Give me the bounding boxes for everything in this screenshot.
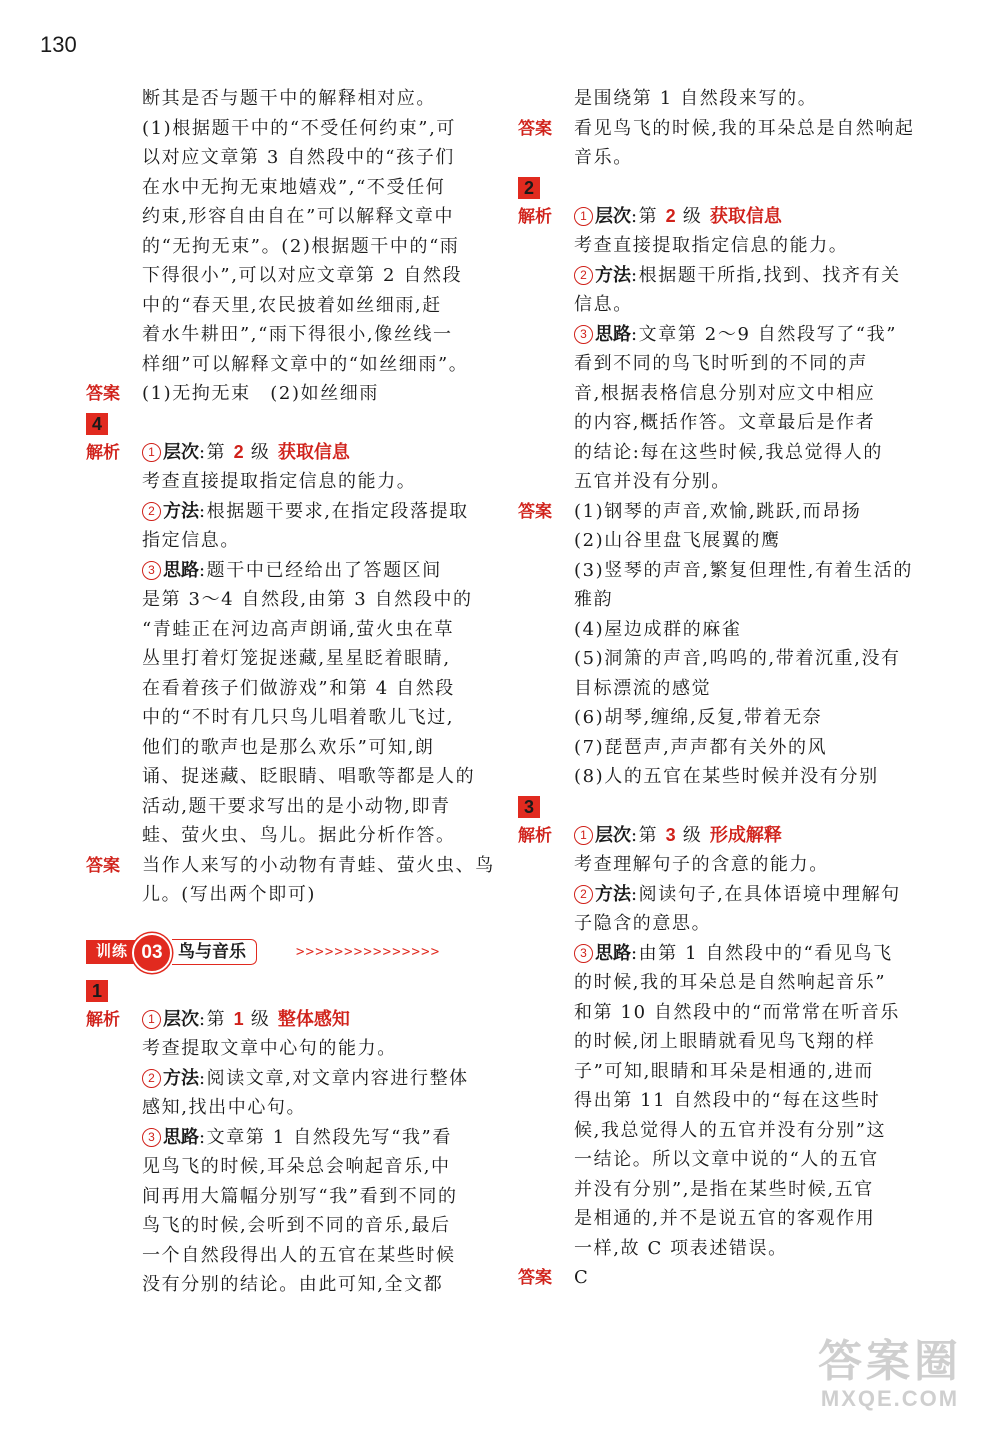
text-line: 中的“不时有几只鸟儿唱着歌儿飞过,: [142, 707, 455, 728]
text-line: 考查直接提取指定信息的能力。: [142, 471, 417, 492]
answer-text: 儿。(写出两个即可): [142, 884, 317, 905]
answer-label: 答案: [86, 855, 120, 875]
text-line: 下得很小”,可以对应文章第 2 自然段: [142, 265, 463, 286]
text-line: 一结论。所以文章中说的“人的五官: [574, 1149, 879, 1170]
level-line: 1 层次:第 3 级 形成解释: [574, 821, 928, 851]
text-line: 诵、捉迷藏、眨眼睛、唱歌等都是人的: [142, 766, 476, 787]
text-line: 活动,题干要求写出的是小动物,即青: [142, 795, 451, 817]
level-line: 1 层次:第 1 级 整体感知: [142, 1005, 490, 1035]
q4-answer: [86, 851, 495, 910]
text-line: 约束,形容自由自在”可以解释文章中: [142, 206, 455, 227]
answer-text: 看见鸟飞的时候,我的耳朵总是自然响起: [574, 117, 915, 139]
answer-text: (8)人的五官在某些时候并没有分别: [574, 766, 879, 787]
text-line: 在看着孩子们做游戏”和第 4 自然段: [142, 677, 455, 699]
method-line: 2 方法:根据题干所指,找到、找齐有关: [574, 261, 928, 291]
circled-number-icon: 3: [142, 1128, 161, 1147]
text-line: 的结论:每在这些时候,我总觉得人的: [574, 441, 883, 463]
text-line: “青蛙正在河边高声朗诵,萤火虫在草: [142, 618, 455, 640]
question-number-badge: 1: [86, 980, 108, 1002]
q1-analysis: [86, 1005, 490, 1300]
banner-number: 03: [132, 933, 172, 973]
text-line: 考查提取文章中心句的能力。: [142, 1038, 397, 1059]
text-line: 得出第 11 自然段中的“每在这些时: [574, 1090, 881, 1111]
idea-line: 3 思路:由第 1 自然段中的“看见鸟飞: [574, 939, 928, 969]
text-line: 看到不同的鸟飞时听到的不同的声: [574, 353, 868, 374]
section-banner: [86, 932, 490, 970]
answer-text: (4)屋边成群的麻雀: [574, 618, 742, 640]
circled-number-icon: 1: [574, 207, 593, 226]
question-number-badge: 3: [518, 796, 540, 818]
text-line: 候,我总觉得人的五官并没有分别”这: [574, 1119, 887, 1141]
text-line: 他们的歌声也是那么欢乐”可知,朗: [142, 736, 435, 758]
text-line: 没有分别的结论。由此可知,全文都: [142, 1274, 444, 1295]
text-line: 的“无拘无束”。(2)根据题干中的“雨: [142, 235, 460, 257]
answer-text: (6)胡琴,缠绵,反复,带着无奈: [574, 707, 823, 728]
circled-number-icon: 2: [142, 1069, 161, 1088]
answer-text: 当作人来写的小动物有青蛙、萤火虫、鸟: [142, 854, 495, 876]
answer-text: (7)琵琶声,声声都有关外的风: [574, 736, 828, 758]
watermark-logo: [818, 1337, 962, 1411]
q4-analysis: [86, 438, 490, 851]
text-line: 和第 10 自然段中的“而常常在听音乐: [574, 1001, 900, 1023]
text-line: 子”可知,眼睛和耳朵是相通的,进而: [574, 1060, 874, 1082]
text-line: 音,根据表格信息分别对应文中相应: [574, 382, 876, 404]
watermark-text: 答案圈: [818, 1337, 962, 1386]
text-line: 鸟飞的时候,会听到不同的音乐,最后: [142, 1215, 451, 1236]
text-line: 信息。: [574, 294, 633, 315]
text-line: 指定信息。: [142, 530, 240, 551]
text-line: 一个自然段得出人的五官在某些时候: [142, 1244, 456, 1266]
circled-number-icon: 2: [142, 502, 161, 521]
banner-title: 鸟与音乐: [172, 939, 257, 965]
text-line: 蛙、萤火虫、鸟儿。据此分析作答。: [142, 825, 456, 846]
analysis-label: 解析: [86, 1009, 120, 1029]
text-line: 五官并没有分别。: [574, 471, 731, 492]
text-line: 考查直接提取指定信息的能力。: [574, 235, 849, 256]
text-line: 是围绕第 1 自然段来写的。: [574, 88, 818, 109]
left-column: [86, 84, 495, 1300]
answer-label: 答案: [518, 1268, 552, 1287]
text-line: 一样,故 C 项表述错误。: [574, 1237, 788, 1259]
answer-text: (2)山谷里盘飞展翼的鹰: [574, 530, 781, 551]
text-line: 是相通的,并不是说五官的客观作用: [574, 1208, 876, 1229]
idea-line: 3 思路:文章第 1 自然段先写“我”看: [142, 1123, 490, 1153]
answer-text: (1)钢琴的声音,欢愉,跳跃,而昂扬: [574, 500, 862, 522]
q3-answer: [86, 379, 490, 409]
text-line: 子隐含的意思。: [574, 913, 712, 934]
banner-tag: 训练: [86, 940, 138, 964]
text-line: 感知,找出中心句。: [142, 1097, 307, 1118]
answer-text: 目标漂流的感觉: [574, 677, 712, 699]
text-line: 在水中无拘无束地嬉戏”,“不受任何: [142, 176, 446, 198]
answer-label: 答案: [86, 384, 120, 403]
idea-line: 3 思路:题干中已经给出了答题区间: [142, 556, 490, 586]
text-line: 考查理解句子的含意的能力。: [574, 854, 829, 875]
text-line: 中的“春天里,农民披着如丝细雨,赶: [142, 294, 442, 316]
right-column: [518, 84, 928, 1293]
q3-analysis: [518, 821, 928, 1264]
page-number: 130: [40, 32, 77, 57]
answer-text: (3)竖琴的声音,繁复但理性,有着生活的: [574, 559, 913, 581]
analysis-label: 解析: [518, 206, 552, 226]
circled-number-icon: 1: [574, 826, 593, 845]
text-line: 丛里打着灯笼捉迷藏,星星眨着眼睛,: [142, 648, 451, 669]
text-line: 的时候,闭上眼睛就看见鸟飞翔的样: [574, 1031, 876, 1052]
question-number-badge: 4: [86, 413, 108, 435]
question-number-badge: 2: [518, 177, 540, 199]
answer-text: (5)洞箫的声音,呜呜的,带着沉重,没有: [574, 648, 901, 669]
q3-answer: [518, 1263, 928, 1293]
banner-arrows: >>>>>>>>>>>>>>>: [296, 943, 441, 960]
level-line: 1 层次:第 2 级 获取信息: [142, 438, 490, 468]
text-line: 并没有分别”,是指在某些时候,五官: [574, 1178, 874, 1200]
circled-number-icon: 3: [574, 325, 593, 344]
q3-analysis-continued: [86, 84, 490, 379]
analysis-label: 解析: [86, 442, 120, 462]
method-line: 2 方法:根据题干要求,在指定段落提取: [142, 497, 490, 527]
answer-text: 音乐。: [574, 147, 633, 168]
analysis-label: 解析: [518, 825, 552, 845]
text-line: 以对应文章第 3 自然段中的“孩子们: [142, 147, 455, 168]
circled-number-icon: 1: [142, 1010, 161, 1029]
circled-number-icon: 2: [574, 266, 593, 285]
method-line: 2 方法:阅读文章,对文章内容进行整体: [142, 1064, 490, 1094]
circled-number-icon: 3: [142, 561, 161, 580]
method-line: 2 方法:阅读句子,在具体语境中理解句: [574, 880, 928, 910]
answer-text: C: [574, 1267, 590, 1288]
q2-answer: [518, 497, 928, 792]
circled-number-icon: 3: [574, 944, 593, 963]
text-line: 的时候,我的耳朵总是自然响起音乐”: [574, 972, 887, 993]
q1-answer: [518, 114, 928, 173]
level-line: 1 层次:第 2 级 获取信息: [574, 202, 928, 232]
answer-text: 雅韵: [574, 589, 614, 610]
text-line: 是第 3～4 自然段,由第 3 自然段中的: [142, 589, 473, 610]
idea-line: 3 思路:文章第 2～9 自然段写了“我”: [574, 320, 928, 350]
text-line: 见鸟飞的时候,耳朵总会响起音乐,中: [142, 1156, 451, 1177]
text-line: 着水牛耕田”,“雨下得很小,像丝线一: [142, 324, 453, 345]
answer-text: (1)无拘无束 (2)如丝细雨: [142, 383, 379, 404]
q1-analysis-continued: [518, 84, 928, 114]
text-line: 断其是否与题干中的解释相对应。: [142, 88, 436, 109]
answer-label: 答案: [518, 501, 552, 521]
text-line: 样细”可以解释文章中的“如丝细雨”。: [142, 353, 469, 375]
text-line: (1)根据题干中的“不受任何约束”,可: [142, 117, 457, 139]
q2-analysis: [518, 202, 928, 497]
text-line: 间再用大篇幅分别写“我”看到不同的: [142, 1185, 458, 1207]
text-line: 的内容,概括作答。文章最后是作者: [574, 412, 876, 433]
answer-label: 答案: [518, 118, 552, 138]
watermark-url: MXQE.COM: [820, 1386, 960, 1411]
circled-number-icon: 1: [142, 443, 161, 462]
circled-number-icon: 2: [574, 885, 593, 904]
